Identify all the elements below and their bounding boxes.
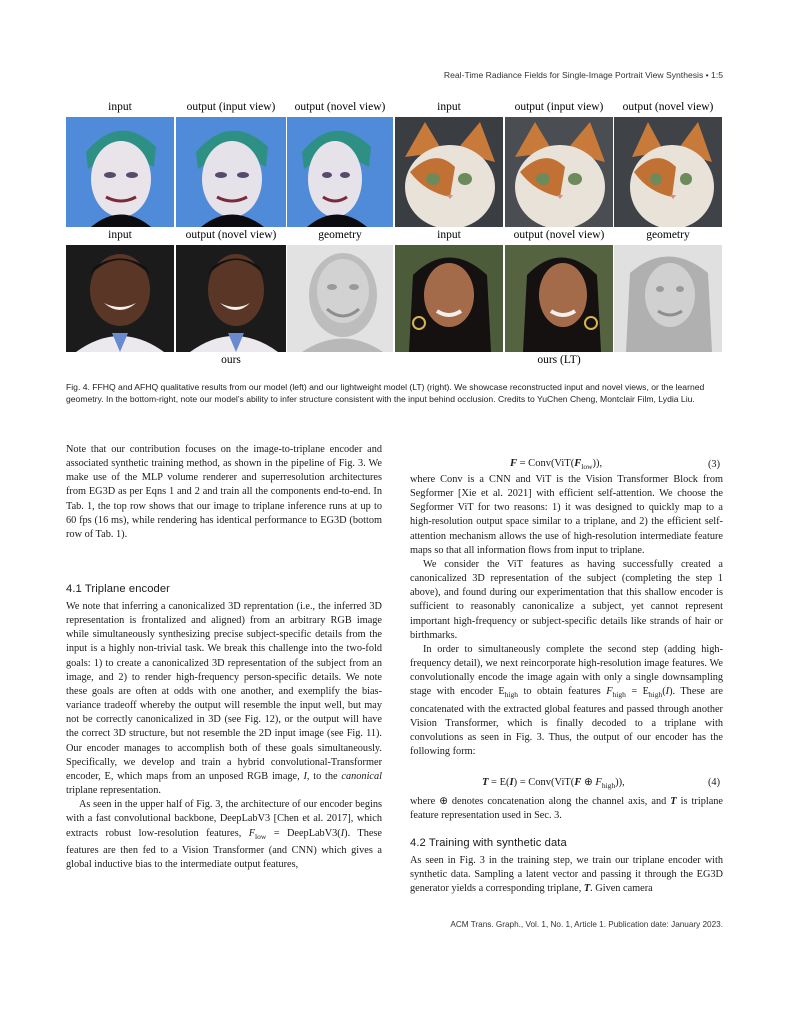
equation-number-4: (4) bbox=[708, 777, 721, 788]
paragraph: where Conv is a CNN and ViT is the Vision Transformer Block from Segformer [Xie et al. 2021] with efficient self-attention. We choose the Segformer ViT for two reasons: 1) it was designed to quickly map to a high-resolution output space similar to a triplane, and 2) the efficient self-attention mechanism allows the use of high-resolution intermediate feature maps so that all information flows from input to triplane. bbox=[410, 474, 723, 556]
image-man-geometry bbox=[287, 245, 393, 352]
image-joker-input bbox=[66, 117, 174, 227]
paragraph: As seen in the upper half of Fig. 3, the architecture of our encoder begins with a fast convolutional backbone, DeepLabV3 [Chen et al. 2017], which extracts robust low-resolution features, $F_{low}$ = DeepLabV3(I). These features are then fed to a Vision Transformer (and CNN) which gives a global inductive bias to the intermediate output features, bbox=[66, 799, 382, 870]
paragraph: We note that inferring a canonicalized 3D reprentation (i.e., the inferred 3D representation is frontalized and aligned) from an arbitrary RGB image while simultaneously synthesizing precise subject-specific details from the input is a highly non-trivial task. We break this challenge into the two-fold goals: 1) to create a canonicalized 3D representation of the subject from an image, and 2) to render high-frequency person-specific details. We note these goals are often at odds with one another, and exemplify the bias-variance tradeoff whereby the output will resemble the input well, but may not be correctly canonicalized in 3D (see Fig. 12), or the output will have the correct 3D structure, but not resemble the 2D input image (see Fig. 11). Our encoder manages to accomplish both of these goals simultaneously. Specifically, we develop and train a hybrid convolutional-Transformer encoder, E, which maps from an unposed RGB image, I, to the canonical triplane representation. bbox=[66, 601, 383, 797]
left-column-lower bbox=[66, 600, 382, 872]
right-column bbox=[410, 473, 723, 759]
image-woman-output-novel-view bbox=[505, 245, 613, 352]
image-cat-output-input-view bbox=[505, 117, 613, 227]
figure-caption: Fig. 4. FFHQ and AFHQ qualitative results from our model (left) and our lightweight model (LT) (right). We showcase reconstructed input and novel views, or the learned geometry. In the bottom-right, note our model’s ability to infer structure consistent with the input behind occlusion. Credits to YuChen Cheng, Montclair Film, Lydia Liu. bbox=[66, 382, 705, 405]
fig-label-output-input-view: output (input view) bbox=[514, 101, 604, 113]
equation-4: T = E(I) = Conv(ViT(F ⊕ $F_{high}$)), bbox=[482, 777, 625, 791]
fig-group-label-ours-lt: ours (LT) bbox=[537, 354, 581, 366]
left-column bbox=[66, 443, 382, 542]
paragraph: Note that our contribution focuses on the image-to-triplane encoder and associated synthetic training method, as shown in the pipeline of Fig. 3. We make use of the MLP volume renderer and superresolution architectures from EG3D as per Eqns 1 and 2 and train all the components end-to-end. In Tab. 1, the top row shows that our image to triplane inference runs at up to 60 fps (16 ms), while rendering has identical performance to EG3D (bottom row of Tab. 1). bbox=[66, 444, 382, 540]
image-man-input bbox=[66, 245, 174, 352]
fig-label-input: input bbox=[108, 101, 132, 113]
fig-label-output-novel-view: output (novel view) bbox=[622, 101, 714, 113]
image-man-output-novel-view bbox=[176, 245, 286, 352]
section-heading-4-1: 4.1 Triplane encoder bbox=[66, 583, 170, 595]
fig-label-geometry: geometry bbox=[646, 229, 690, 241]
fig-label-output-novel-view: output (novel view) bbox=[294, 101, 386, 113]
right-column-lower bbox=[410, 795, 723, 823]
image-woman-geometry bbox=[614, 245, 722, 352]
paragraph: In order to simultaneously complete the second step (adding high-frequency detail), we next reincorporate high-resolution image features. We convolutionally encode the image again with only a single downsampling stage with encoder $E_{high}$ to obtain features $F_{high} = E_{high}(I)$. These are concatenated with the extracted global features and passed through another Vision Transformer, which is finally decoded to a triplane with convolutions as seen in Fig. 3. Thus, the output of our encoder has the following form: bbox=[410, 643, 723, 758]
fig-label-input: input bbox=[437, 229, 461, 241]
page-footer: ACM Trans. Graph., Vol. 1, No. 1, Article 1. Publication date: January 2023. bbox=[450, 920, 723, 929]
paragraph: As seen in Fig. 3 in the training step, we train our triplane encoder with synthetic data. Sampling a latent vector and passing it through the EG3D generator yields a corresponding triplane, T. Given camera bbox=[410, 855, 723, 895]
equation-3: $F = Conv(ViT(F_{low}))$, bbox=[510, 458, 603, 472]
paragraph: We consider the ViT features as having successfully created a canonicalized 3D representation of the subject (completing the step 1 above), and found during our experimentation that this shallow encoder is sufficient to reasonably canonicalize a subject, yet cannot represent important high-frequency or subject-specific details like strands of hair or birthmarks. bbox=[410, 558, 723, 641]
section-heading-4-2: 4.2 Training with synthetic data bbox=[410, 837, 567, 849]
fig-label-input: input bbox=[108, 229, 132, 241]
image-joker-output-input-view bbox=[176, 117, 286, 227]
image-joker-output-novel-view bbox=[287, 117, 393, 227]
image-cat-output-novel-view bbox=[614, 117, 722, 227]
equation-number-3: (3) bbox=[708, 459, 721, 470]
running-header: Real-Time Radiance Fields for Single-Image Portrait View Synthesis • 1:5 bbox=[443, 70, 723, 80]
fig-label-input: input bbox=[437, 101, 461, 113]
fig-label-output-novel-view: output (novel view) bbox=[513, 229, 605, 241]
fig-group-label-ours: ours bbox=[221, 354, 241, 366]
fig-label-output-input-view: output (input view) bbox=[186, 101, 276, 113]
paragraph: where ⊕ denotes concatenation along the channel axis, and T is triplane feature representation used in Sec. 3. bbox=[410, 796, 723, 822]
image-woman-input bbox=[395, 245, 503, 352]
image-cat-input bbox=[395, 117, 503, 227]
right-column-bottom bbox=[410, 854, 723, 896]
fig-label-geometry: geometry bbox=[318, 229, 362, 241]
fig-label-output-novel-view: output (novel view) bbox=[185, 229, 277, 241]
